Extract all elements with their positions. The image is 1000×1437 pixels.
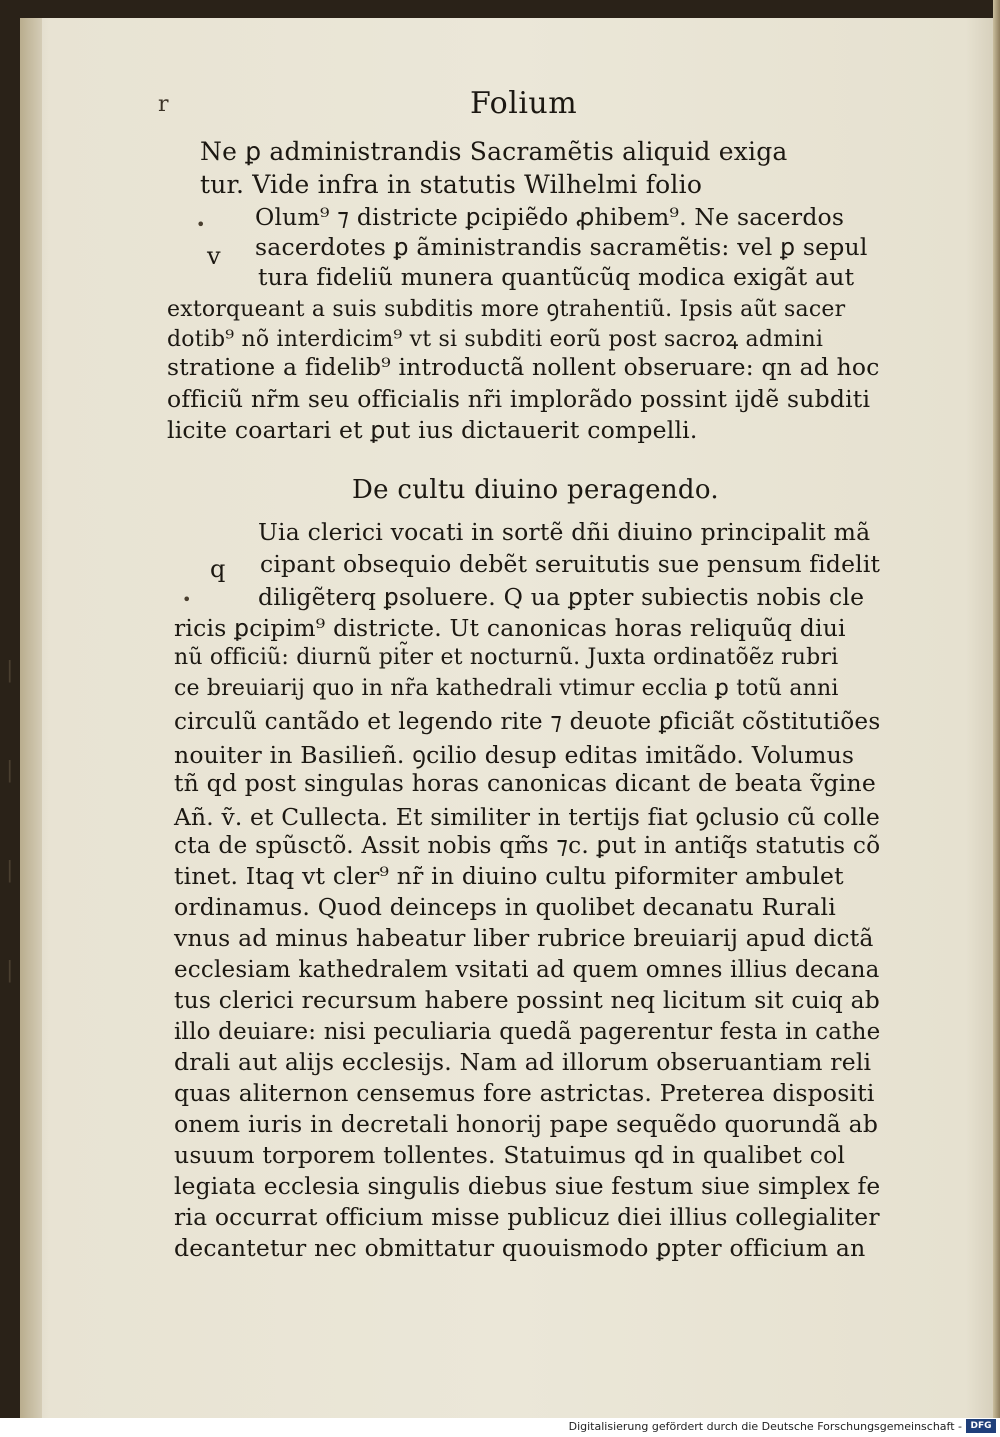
text-line: licite coartari et ꝑut ius dictauerit compelli. (167, 416, 698, 444)
text-line: Ne ꝑ administrandis Sacramẽtis aliquid exiga (200, 137, 788, 166)
text-line: circulũ cantãdo et legendo rite ⁊ deuote ꝑficiãt cõstitutiões (174, 707, 881, 735)
text-line: sacerdotes ꝑ ãministrandis sacramẽtis: vel ꝑ sepul (255, 233, 868, 261)
text-line: nũ officiũ: diurnũ pit̃er et nocturnũ. Juxta ordinatõẽz rubri (174, 645, 839, 670)
text-line: dotib⁹ nõ interdicim⁹ vt si subditi eorũ post sacroꝝ admini (167, 327, 824, 352)
funding-credit: Digitalisierung gefördert durch die Deutsche Forschungsgemeinschaft - (568, 1420, 962, 1433)
text-line: stratione a fidelib⁹ introductã nollent obseruare: qn ad hoc (167, 353, 880, 381)
corner-mark: r (158, 92, 169, 117)
text-line: tus clerici recursum habere possint neq licitum sit cuiq ab (174, 986, 880, 1014)
bleed-mark: | (6, 758, 14, 783)
bleed-mark: | (6, 658, 14, 683)
text-line: Uia clerici vocati in sortẽ dñi diuino principalit mã (258, 518, 871, 546)
text-line: ordinamus. Quod deinceps in quolibet decanatu Rurali (174, 893, 836, 921)
text-line: onem iuris in decretali honorij pape sequẽdo quorundã ab (174, 1110, 879, 1138)
text-line: officiũ nr̃m seu officialis nr̃i implorãdo possint ijdẽ subditi (167, 385, 871, 413)
text-line: ce breuiarij quo in nr̃a kathedrali vtimur ecclia ꝑ totũ anni (174, 676, 839, 701)
page-gutter (20, 18, 42, 1418)
folio-title: Folium (470, 86, 578, 121)
text-line: tur. Vide infra in statutis Wilhelmi folio (200, 170, 703, 199)
text-line: ria occurrat officium misse publicuz diei illius collegialiter (174, 1203, 880, 1231)
text-line: ricis ꝑcipim⁹ districte. Ut canonicas horas reliquũq diui (174, 614, 846, 642)
bleed-mark: | (6, 958, 14, 983)
text-line: decantetur nec obmittatur quouismodo ꝑpter officium an (174, 1234, 866, 1262)
text-line: nouiter in Basilieñ. ꝯcilio desup editas imitãdo. Volumus (174, 741, 855, 769)
text-line: diligẽterq ꝑsoluere. Q ua ꝑpter subiectis nobis cle (258, 583, 865, 611)
dfg-logo: DFG (966, 1419, 996, 1433)
text-line: legiata ecclesia singulis diebus siue festum siue simplex fe (174, 1172, 881, 1200)
page-edge (993, 0, 1000, 1418)
text-line: vnus ad minus habeatur liber rubrice breuiarij apud dictã (174, 924, 874, 952)
text-line: drali aut alijs ecclesijs. Nam ad illorum obseruantiam reli (174, 1048, 872, 1076)
text-line: cipant obsequio debẽt seruitutis sue pensum fidelit (260, 550, 881, 578)
footer-bar (0, 1418, 1000, 1437)
text-line: cta de spũsctõ. Assit nobis qm̃s ⁊c. ꝑut in antiq̃s statutis cõ (174, 831, 881, 859)
text-line: Olum⁹ ⁊ districte ꝑcipiẽdo ꝓhibem⁹. Ne sacerdos (255, 203, 845, 231)
bleed-mark: | (6, 858, 14, 883)
text-line: extorqueant a suis subditis more ꝯtrahentiũ. Ipsis aũt sacer (167, 297, 846, 322)
text-line: quas aliternon censemus fore astrictas. Preterea dispositi (174, 1079, 875, 1107)
drop-initial-1: v (207, 242, 221, 270)
section-heading: De cultu diuino peragendo. (352, 475, 719, 505)
text-line: illo deuiare: nisi peculiaria quedã pagerentur festa in cathe (174, 1017, 881, 1045)
margin-dot: • (182, 590, 192, 609)
text-line: tura fideliũ munera quantũcũq modica exigãt aut (258, 263, 855, 291)
text-line: tñ qd post singulas horas canonicas dicant de beata ṽgine (174, 769, 876, 797)
margin-dot: • (196, 215, 206, 234)
text-line: usuum torporem tollentes. Statuimus qd in qualibet col (174, 1141, 846, 1169)
text-line: ecclesiam kathedralem vsitati ad quem omnes illius decana (174, 955, 880, 983)
text-line: Añ. ṽ. et Cullecta. Et similiter in tertijs fiat ꝯclusio cũ colle (174, 803, 880, 831)
text-line: tinet. Itaq vt cler⁹ nr̃ in diuino cultu piformiter ambulet (174, 862, 844, 890)
drop-initial-2: q (210, 555, 226, 583)
